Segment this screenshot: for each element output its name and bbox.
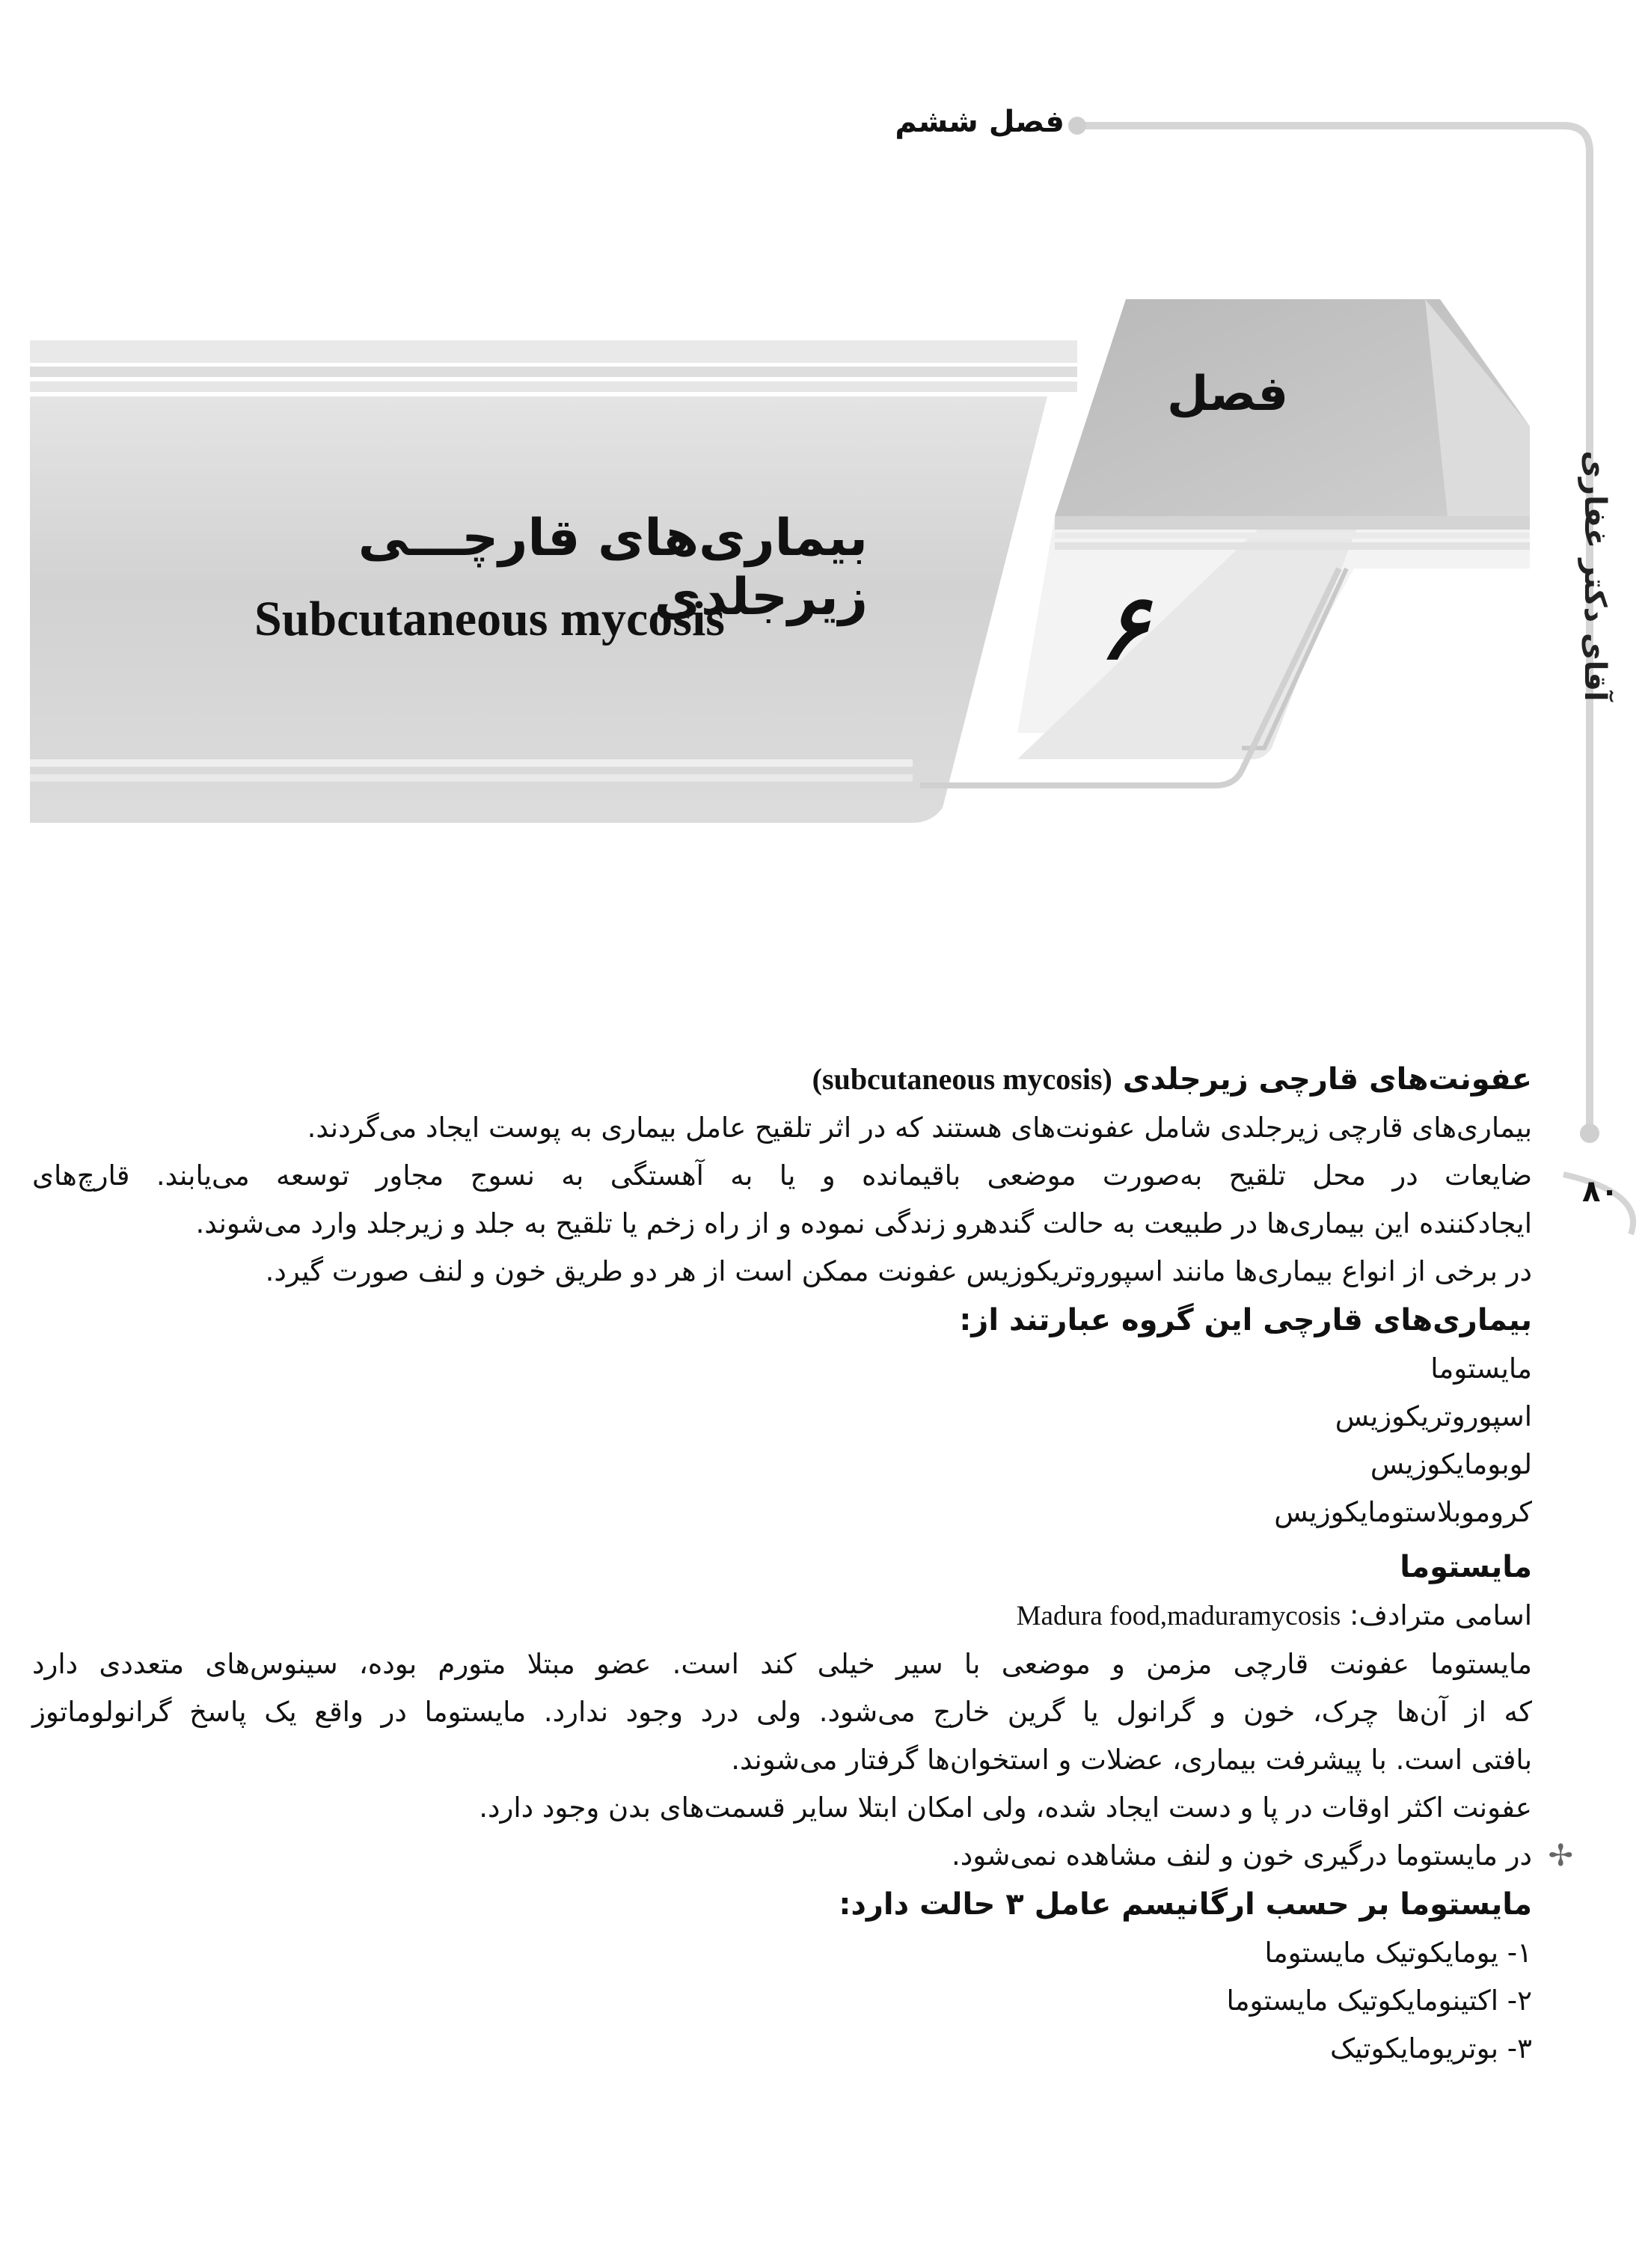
synonyms-label: اسامی مترادف: bbox=[1350, 1599, 1532, 1631]
body-text bbox=[32, 1055, 1573, 2073]
chapter-title-persian: بیماری‌های قارچـــی زیرجلدی bbox=[358, 509, 868, 627]
side-caption: آقای دکتر غفاری bbox=[1578, 450, 1612, 702]
note-line bbox=[32, 1832, 1573, 1880]
list-item: کروموبلاستومایکوزیس bbox=[1274, 1496, 1532, 1528]
list-heading: بیماری‌های قارچی این گروه عبارتند از: bbox=[959, 1303, 1532, 1337]
section-heading-subcutaneous bbox=[32, 1055, 1532, 1104]
chapter-label: فصل bbox=[1167, 367, 1289, 422]
paragraph-line: عفونت اکثر اوقات در پا و دست ایجاد شده، ولی امکان ابتلا سایر قسمت‌های بدن وجود دارد. bbox=[479, 1792, 1532, 1824]
chapter-number: ۶ bbox=[1100, 576, 1148, 680]
types-heading: مایستوما بر حسب ارگانیسم عامل ۳ حالت دارد: bbox=[839, 1887, 1532, 1922]
section-heading-fa: عفونت‌های قارچی زیرجلدی bbox=[1122, 1062, 1532, 1097]
running-header: فصل ششم bbox=[895, 105, 1065, 139]
note-bullet-icon: ✢ bbox=[1548, 1839, 1573, 1873]
list-item: لوبومایکوزیس bbox=[1370, 1448, 1532, 1480]
section-heading-mycetoma: مایستوما bbox=[1400, 1550, 1532, 1584]
page-number: ۸۰ bbox=[1582, 1174, 1619, 1209]
synonyms-line bbox=[32, 1592, 1532, 1640]
paragraph-line: ضایعات در محل تلقیح به‌صورت موضعی باقیمانده و یا به آهستگی به نسوج مجاور توسعه می‌یابند. قارچ‌های bbox=[32, 1159, 1532, 1192]
paragraph-line: مایستوما عفونت قارچی مزمن و موضعی با سیر خیلی کند است. عضو مبتلا متورم بوده، سینوس‌های متعددی دارد bbox=[32, 1648, 1532, 1680]
synonyms-value: Madura food,maduramycosis bbox=[1016, 1601, 1341, 1631]
paragraph-line: ایجادکننده این بیماری‌ها در طبیعت به حالت گندهرو زندگی نموده و از راه زخم یا تلقیح به جلد و زیرجلد وارد می‌شوند. bbox=[195, 1207, 1532, 1239]
type-item: ۳- بوتریومایکوتیک bbox=[1329, 2032, 1532, 2065]
type-item: ۲- اکتینومایکوتیک مایستوما bbox=[1226, 1985, 1532, 2017]
section-heading-en: (subcutaneous mycosis) bbox=[812, 1062, 1112, 1096]
list-item: اسپوروتریکوزیس bbox=[1335, 1400, 1532, 1432]
paragraph-line: بافتی است. با پیشرفت بیماری، عضلات و استخوان‌ها گرفتار می‌شوند. bbox=[731, 1744, 1532, 1776]
paragraph-line: در برخی از انواع بیماری‌ها مانند اسپوروتریکوزیس عفونت ممکن است از هر دو طریق خون و لنف صورت گیرد. bbox=[265, 1255, 1532, 1287]
chapter-title-english: Subcutaneous mycosis bbox=[254, 592, 725, 646]
note-text: در مایستوما درگیری خون و لنف مشاهده نمی‌شود. bbox=[951, 1839, 1532, 1872]
paragraph-line: بیماری‌های قارچی زیرجلدی شامل عفونت‌های هستند که در اثر تلقیح عامل بیماری به پوست ایجاد می‌گردند. bbox=[307, 1112, 1532, 1144]
type-item: ۱- یومایکوتیک مایستوما bbox=[1264, 1937, 1532, 1969]
list-item: مایستوما bbox=[1430, 1352, 1532, 1385]
paragraph-line: که از آن‌ها چرک، خون و گرانول یا گرین خارج می‌شود. ولی درد وجود ندارد. مایستوما در واقع یک پاسخ گرانولوماتوز bbox=[32, 1696, 1532, 1728]
